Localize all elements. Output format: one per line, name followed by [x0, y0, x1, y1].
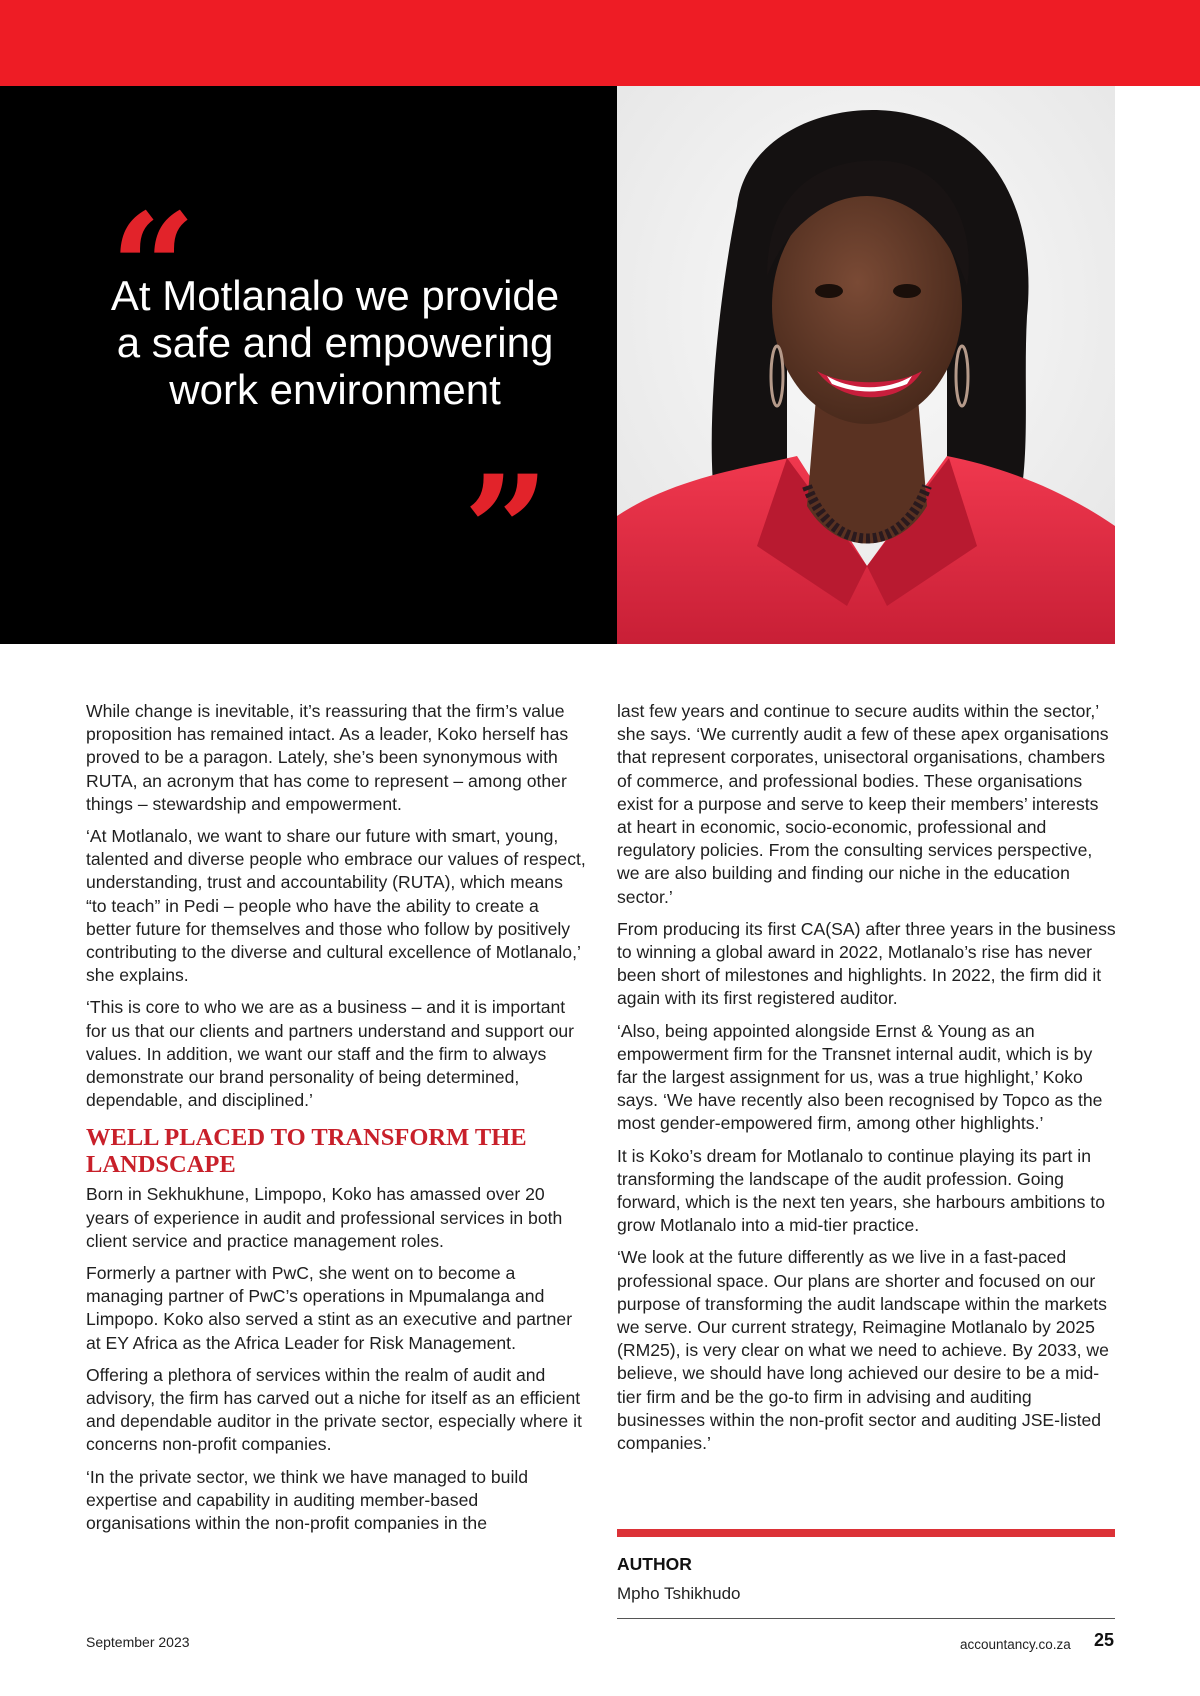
paragraph: Born in Sekhukhune, Limpopo, Koko has amassed over 20 years of experience in audit and professional services in both client service and practice management roles.	[86, 1184, 563, 1251]
top-red-banner	[0, 0, 1200, 86]
author-top-rule	[617, 1529, 1115, 1537]
open-quote-mark-icon: “	[110, 181, 197, 357]
author-bottom-rule	[617, 1618, 1115, 1619]
paragraph: It is Koko’s dream for Motlanalo to continue playing its part in transforming the landscape of the audit profession. Going forward, which is the next ten years, she harbours ambitions to grow Motlanalo into a mid-tier practice.	[617, 1145, 1105, 1236]
section-heading: WELL PLACED TO TRANSFORM THE LANDSCAPE	[86, 1124, 527, 1179]
pull-quote-panel	[0, 86, 617, 644]
paragraph: Offering a plethora of services within the realm of audit and advisory, the firm has carved out a niche for itself as an efficient and dependable auditor in the private sector, especially where it concerns non-profit companies.	[86, 1364, 582, 1455]
paragraph: ‘In the private sector, we think we have managed to build expertise and capability in auditing member-based organisations within the non-profit companies in the	[86, 1466, 529, 1534]
author-box	[617, 1529, 1115, 1619]
portrait-photo	[617, 86, 1115, 644]
portrait-illustration	[617, 86, 1115, 644]
paragraph: ‘This is core to who we are as a business – and it is important for us that our clients and partners understand and support our values. In addition, we want our staff and the firm to always demonstrate our brand personality of being determined, dependable, and disciplined.’	[86, 997, 575, 1111]
paragraph: From producing its first CA(SA) after three years in the business to winning a global award in 2022, Motlanalo’s rise has never been short of milestones and highlights. In 2022, the firm did it again with its first registered auditor.	[617, 918, 1116, 1009]
footer-site-link[interactable]: accountancy.co.za	[960, 1637, 1071, 1652]
paragraph: ‘Also, being appointed alongside Ernst & Young as an empowerment firm for the Transnet internal audit, which is by far the largest assignment for us, was a true highlight,’ Koko says. ‘We have recently also been recognised by Topco as the most gender-empowered firm, among other highlights.’	[617, 1020, 1103, 1134]
close-quote-mark-icon: ”	[463, 443, 550, 619]
paragraph: ‘At Motlanalo, we want to share our future with smart, young, talented and diverse people who embrace our values of respect, understanding, trust and accountability (RUTA), which means “to teach” in Pedi – people who have the ability to create a better future for themselves and those who follow by positively contributing to the diverse and cultural excellence of Motlanalo,’ she explains.	[86, 826, 586, 986]
article-right-column	[617, 700, 1117, 1464]
page-number: 25	[1094, 1630, 1115, 1650]
paragraph: ‘We look at the future differently as we live in a fast-paced professional space. Our plans are shorter and focused on our purpose of transforming the audit landscape within the markets we serve. Our current strategy, Reimagine Motlanalo by 2025 (RM25), is very clear on what we need to achieve. By 2033, we believe, we should have long achieved our desire to be a mid-tier firm and be the go-to firm in advising and auditing businesses within the non-profit sector and auditing JSE-listed companies.’	[617, 1247, 1109, 1454]
paragraph: Formerly a partner with PwC, she went on to become a managing partner of PwC’s operations in Mpumalanga and Limpopo. Koko also served a stint as an executive and partner at EY Africa as the Africa Leader for Risk Management.	[86, 1263, 573, 1353]
article-left-column	[86, 700, 586, 1544]
pull-quote-text: At Motlanalo we provide a safe and empowering work environment	[110, 272, 560, 413]
author-name: Mpho Tshikhudo	[617, 1584, 741, 1603]
author-label: AUTHOR	[617, 1554, 692, 1574]
paragraph: While change is inevitable, it’s reassuring that the firm’s value proposition has remained intact. As a leader, Koko herself has proved to be a paragon. Lately, she’s been synonymous with RUTA, an acronym that has come to represent – among other things – stewardship and empowerment.	[86, 701, 569, 814]
paragraph: last few years and continue to secure audits within the sector,’ she says. ‘We currently audit a few of these apex organisations that represent corporates, unisectoral organisations, chambers of commerce, and professional bodies. These organisations exist for a purpose and serve to keep their members’ interests at heart in economic, socio-economic, professional and regulatory policies. From the consulting services perspective, we are also building and finding our niche in the education sector.’	[617, 701, 1109, 907]
footer-date: September 2023	[86, 1634, 190, 1650]
